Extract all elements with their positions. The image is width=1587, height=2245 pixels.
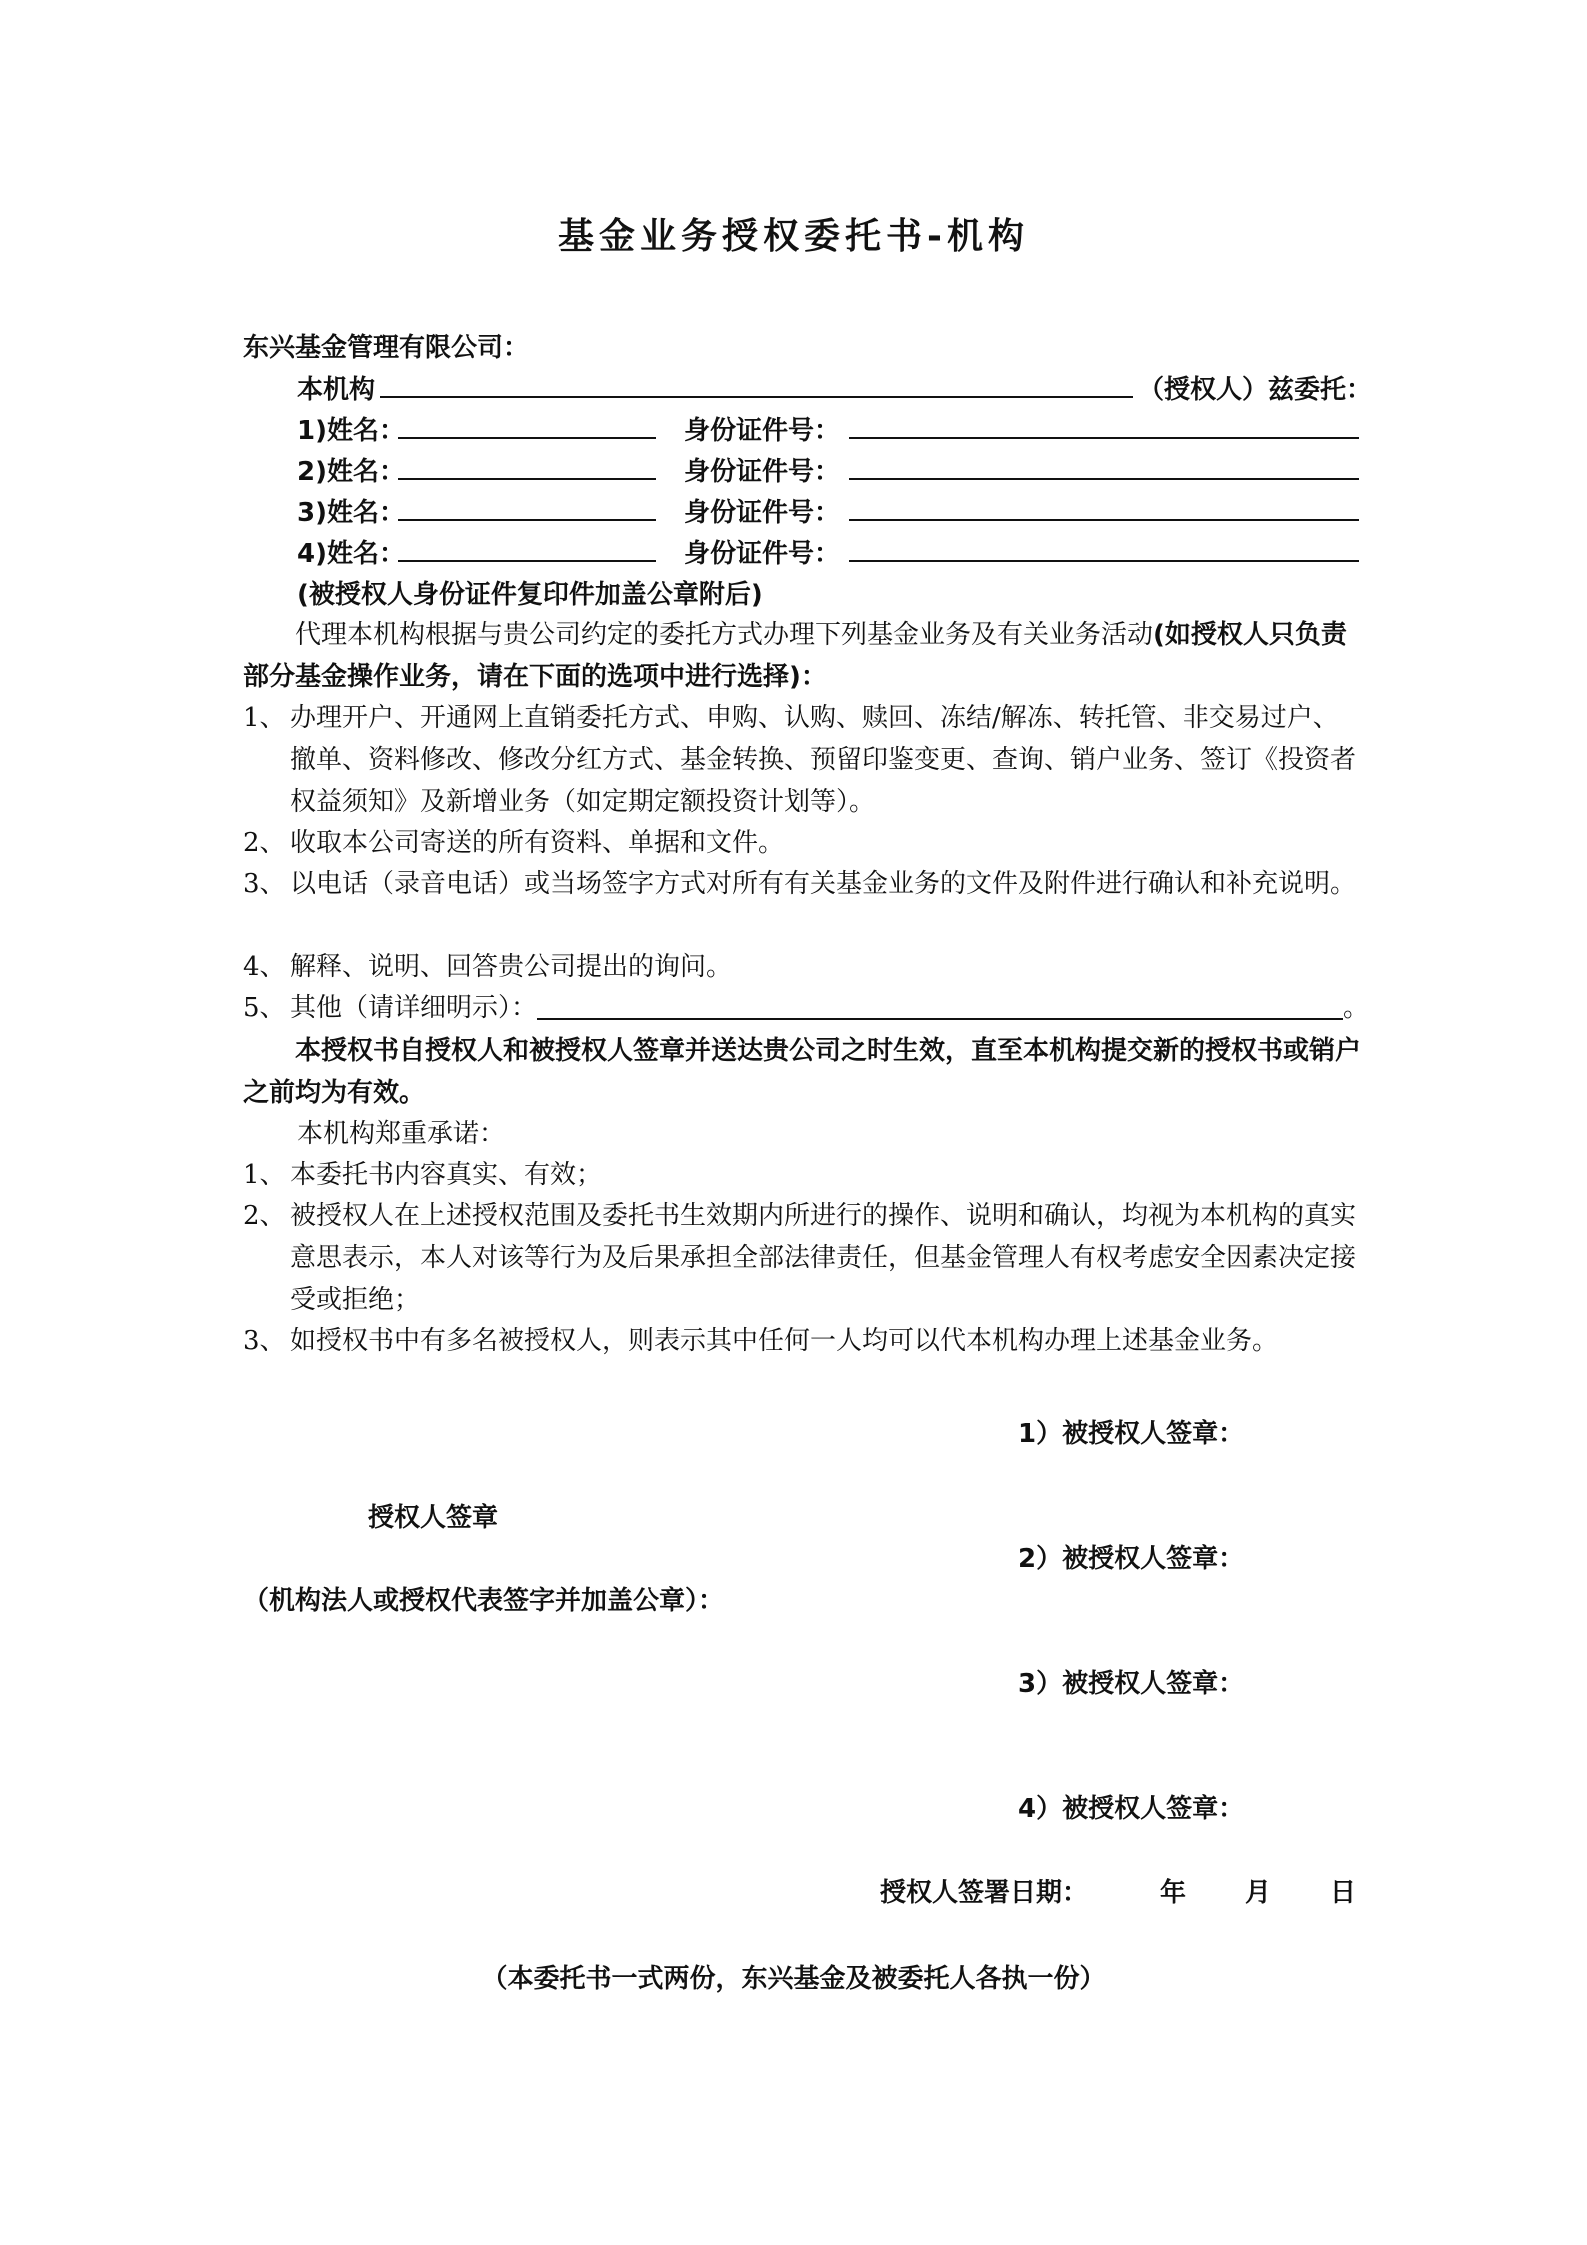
date-year-label[interactable]: 年 xyxy=(1160,1878,1187,1908)
agent-1-name-field[interactable] xyxy=(398,437,656,439)
agent-1-signature-label[interactable]: 1）被授权人签章： xyxy=(1018,1419,1245,1449)
scope-item-1-text: 办理开户、开通网上直销委托方式、申购、认购、赎回、冻结/解冻、转托管、非交易过户、撤单、资料修改、修改分红方式、基金转换、预留印鉴变更、查询、销户业务、签订《投资者权益须知》及新增业务（如定期定额投资计划等）。 xyxy=(290,703,1357,817)
agent-1-id-field[interactable] xyxy=(849,437,1359,439)
scope-item-2-number: 2、 xyxy=(243,828,286,858)
scope-item-3-number: 3、 xyxy=(243,869,286,899)
pledge-item-2-number: 2、 xyxy=(243,1201,286,1231)
agent-1-id-label: 身份证件号： xyxy=(684,416,841,446)
agent-3-name-label: 3)姓名： xyxy=(297,498,405,528)
scope-item-3-text: 以电话（录音电话）或当场签字方式对所有有关基金业务的文件及附件进行确认和补充说明。 xyxy=(290,869,1357,899)
institution-label: 本机构 xyxy=(297,375,376,405)
institution-name-field[interactable] xyxy=(380,396,1133,398)
agent-3-name-field[interactable] xyxy=(398,519,656,521)
scope-item-5-number: 5、 xyxy=(243,993,286,1023)
agent-3-signature-label[interactable]: 3）被授权人签章： xyxy=(1018,1669,1245,1699)
date-month-label[interactable]: 月 xyxy=(1245,1878,1272,1908)
intro-text: 代理本机构根据与贵公司约定的委托方式办理下列基金业务及有关业务活动 xyxy=(295,620,1154,650)
agent-3-id-field[interactable] xyxy=(849,519,1359,521)
pledge-item-2-text: 被授权人在上述授权范围及委托书生效期内所进行的操作、说明和确认，均视为本机构的真实意思表示，本人对该等行为及后果承担全部法律责任，但基金管理人有权考虑安全因素决定接受或拒绝； xyxy=(290,1201,1357,1315)
scope-item-4-number: 4、 xyxy=(243,952,286,982)
addressee: 东兴基金管理有限公司： xyxy=(243,333,530,363)
agent-1-name-label: 1)姓名： xyxy=(297,416,405,446)
intro-bold-text: (如授权人只负责部分基金操作业务，请在下面的选项中进行选择)： xyxy=(243,620,1347,692)
institution-suffix: （授权人）兹委托： xyxy=(1138,375,1373,405)
other-business-end-mark: 。 xyxy=(1343,993,1370,1023)
validity-paragraph: 本授权书自授权人和被授权人签章并送达贵公司之时生效，直至本机构提交新的授权书或销户之前均为有效。 xyxy=(243,1036,1362,1108)
principal-signature-note: （机构法人或授权代表签字并加盖公章）： xyxy=(243,1586,725,1616)
scope-item-5-text: 其他（请详细明示）： xyxy=(290,993,538,1023)
agent-4-id-label: 身份证件号： xyxy=(684,539,841,569)
pledge-intro: 本机构郑重承诺： xyxy=(297,1119,506,1149)
pledge-item-3-number: 3、 xyxy=(243,1326,286,1356)
pledge-item-3-text: 如授权书中有多名被授权人，则表示其中任何一人均可以代本机构办理上述基金业务。 xyxy=(290,1326,1279,1356)
signing-date-label: 授权人签署日期： xyxy=(880,1878,1089,1908)
agent-2-name-field[interactable] xyxy=(398,478,656,480)
agent-2-id-label: 身份证件号： xyxy=(684,457,841,487)
agent-3-id-label: 身份证件号： xyxy=(684,498,841,528)
scope-item-4-text: 解释、说明、回答贵公司提出的询问。 xyxy=(290,952,733,982)
document-title: 基金业务授权委托书-机构 xyxy=(558,216,1029,257)
date-day-label[interactable]: 日 xyxy=(1330,1878,1357,1908)
agent-4-signature-label[interactable]: 4）被授权人签章： xyxy=(1018,1794,1245,1824)
agent-4-id-field[interactable] xyxy=(849,560,1359,562)
agent-2-name-label: 2)姓名： xyxy=(297,457,405,487)
scope-item-2-text: 收取本公司寄送的所有资料、单据和文件。 xyxy=(290,828,785,858)
agent-2-signature-label[interactable]: 2）被授权人签章： xyxy=(1018,1544,1245,1574)
principal-signature-label[interactable]: 授权人签章 xyxy=(368,1503,499,1533)
other-business-field[interactable] xyxy=(537,1018,1343,1020)
pledge-item-1-number: 1、 xyxy=(243,1160,286,1190)
pledge-item-1-text: 本委托书内容真实、有效； xyxy=(290,1160,603,1190)
id-copy-note: (被授权人身份证件复印件加盖公章附后) xyxy=(297,580,763,610)
agent-4-name-label: 4)姓名： xyxy=(297,539,405,569)
copies-footnote: （本委托书一式两份，东兴基金及被委托人各执一份） xyxy=(481,1964,1106,1994)
intro-paragraph xyxy=(243,614,1363,698)
agent-4-name-field[interactable] xyxy=(398,560,656,562)
scope-item-1-number: 1、 xyxy=(243,703,286,733)
agent-2-id-field[interactable] xyxy=(849,478,1359,480)
